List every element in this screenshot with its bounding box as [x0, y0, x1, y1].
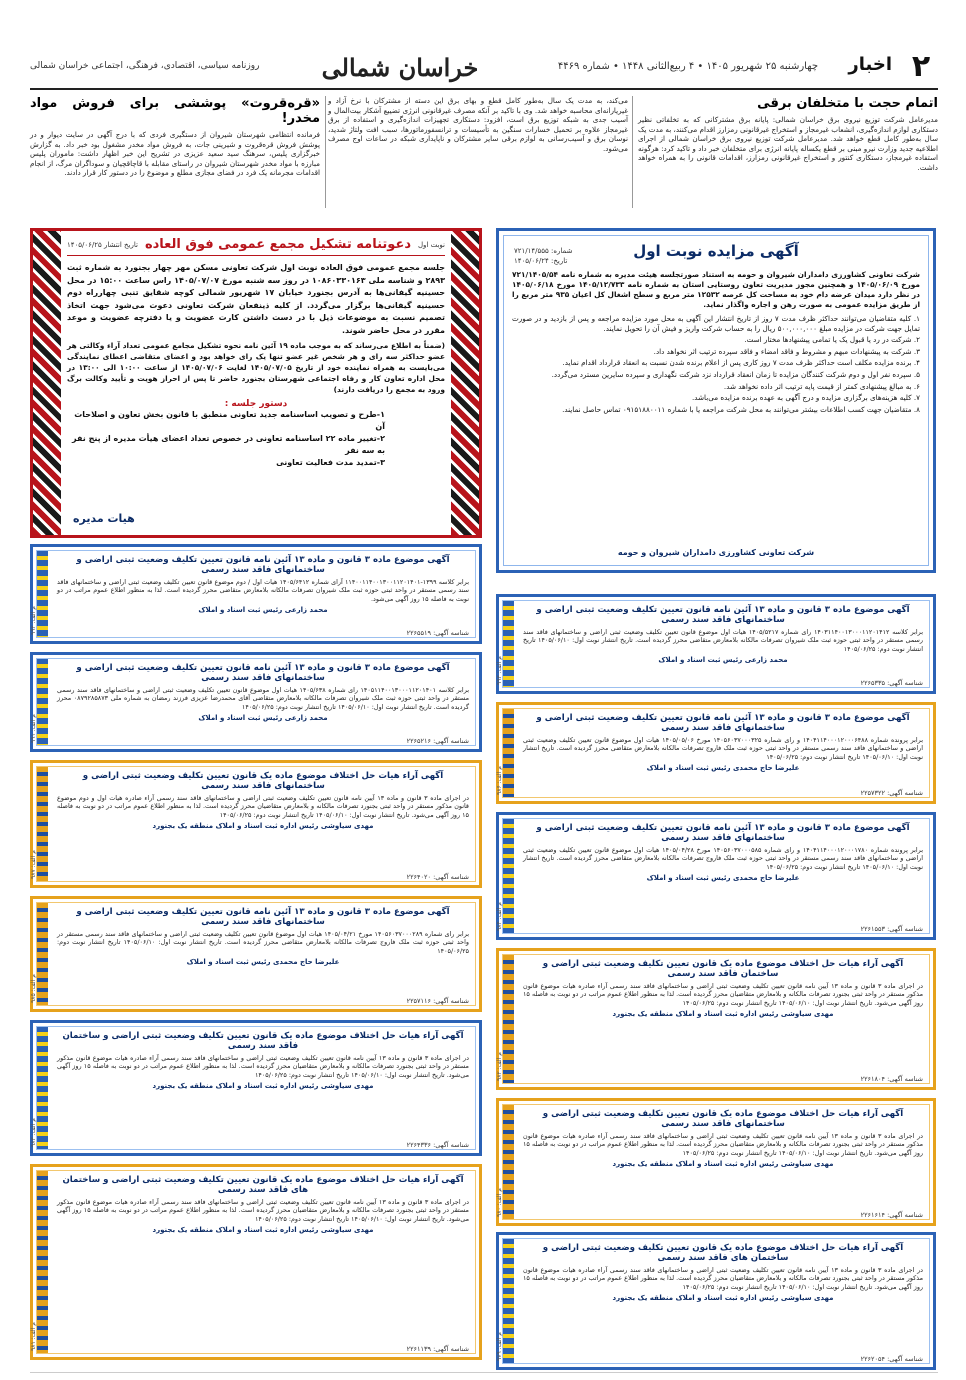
page-number: ۲ [911, 49, 931, 84]
notice-id: شناسه آگهی: ۲۲۶۱۸۰۴ [860, 1075, 923, 1083]
auction-title: آگهی مزایده نوبت اول [633, 242, 799, 260]
notice-id: شناسه آگهی: ۲۲۶۵۲۱۶ [406, 737, 469, 745]
notice-signature: علیرضا حاج محمدی رئیس ثبت اسناد و املاک [646, 764, 800, 773]
auction-ad [496, 228, 936, 573]
notice-signature: مهدی سیاوشی رئیس اداره ثبت اسناد و املاک منطقه یک بجنورد [152, 1082, 374, 1091]
legal-notice-ad [30, 896, 482, 1012]
notice-title: آگهی آراء هیات حل اختلاف موضوع ماده یک قانون تعیین تکلیف وضعیت ثبتی اراضی و ساختمان فاقد سند رسمی [542, 959, 904, 979]
page-footer-line [30, 1372, 938, 1373]
newspaper-logo [321, 44, 479, 88]
notice-id: شناسه آگهی: ۲۲۶۴۰۲۰ [406, 873, 469, 881]
notice-signature: علیرضا حاج محمدی رئیس ثبت اسناد و املاک [186, 958, 340, 967]
notice-title: آگهی موضوع ماده ۳ قانون و ماده ۱۳ آئین نامه قانون تعیین تکلیف وضعیت ثبتی اراضی و ساختمانهای فاقد سند رسمی [76, 907, 450, 927]
notice-code: م الف: ۹۸۷ [30, 850, 37, 879]
agenda-item: ۲-تغییر ماده ۲۲ اساسنامه تعاونی در خصوص تعداد اعضای هیأت مدیره از پنج نفر به سه نفر [72, 434, 385, 455]
notice-title: آگهی موضوع ماده ۳ قانون و ماده ۱۳ آئین نامه قانون تعیین تکلیف وضعیت ثبتی اراضی و ساختمانهای فاقد سند رسمی [76, 555, 450, 575]
legal-notice-ad [496, 812, 936, 940]
notice-signature: مهدی سیاوشی رئیس اداره ثبت اسناد و املاک منطقه یک بجنورد [152, 822, 374, 831]
invitation-body: جلسه مجمع عمومی فوق العاده نوبت اول شرکت تعاونی مسکن مهر چهار بجنورد به شماره ثبت ۲۸۹۳ و شناسه ملی ۱۰۸۶۰۳۳۰۱۶۳ در روز سه شنبه مورخ ۱۴۰۵/۰۷/۰۷ راس ساعت ۱۵:۰۰ در محل حسینیه گیفانی‌ها به آدرس بجنورد خیابان ۱۷ شهریور شمالی کوچه شقایق تنبی چهارراه دوم حسینیه گیفانی‌ها برگزار می‌گردد. از کلیه ذینفعان شرکت تعاونی دعوت می‌شود جهت اتخاذ تصمیم نسبت به موضوعات ذیل با در دست داشتن کارت عضویت و یا دفترچه عضویت و موعد مقرر در محل حاضر شوند. [67, 263, 446, 335]
legal-notice-ad [496, 948, 936, 1090]
notice-body: در اجرای ماده ۳ قانون و ماده ۱۳ آیین نامه قانون تعیین تکلیف وضعیت ثبتی اراضی و ساختمانهای فاقد سند رسمی آراء صادره هیات اول و دوم موضوع قانون مذکور مستقر در واحد ثبتی بجنورد تصرفات مالکانه و بلامعارض متقاضیان محرز گردیده است. لذا به منظور اطلاع عموم مراتب در دو نوبت به فاصله ۱۵ روز آگهی می‌شود. تاریخ انتشار نوبت اول: ۱۴۰۵/۰۶/۱۰ تاریخ انتشار نوبت دوم: ۱۴۰۵/۰۶/۲۵ [57, 794, 469, 819]
article-headline: اتمام حجت با متخلفان برقی [757, 96, 938, 111]
auction-condition: ۲. شرکت در رد یا قبول یک یا تمامی پیشنهادها مختار است. [744, 335, 920, 345]
auction-signature: شرکت تعاونی کشاورزی دامداران شیروان و حومه [617, 548, 815, 557]
notice-code: م الف: ۹۸۳ [30, 1118, 37, 1147]
auction-condition: ۸. متقاضیان جهت کسب اطلاعات بیشتر می‌توانند به محل شرکت مراجعه یا با شماره ۰۹۱۵۱۸۸۰۰۱۱ تماس حاصل نمایند. [562, 404, 920, 414]
decorative-border [451, 231, 479, 535]
notice-title: آگهی موضوع ماده ۳ قانون و ماده ۱۳ آئین نامه قانون تعیین تکلیف وضعیت ثبتی اراضی و ساختمانهای فاقد سند رسمی [536, 605, 910, 625]
article-body: مدیرعامل شرکت توزیع نیروی برق خراسان شمالی: پایانه برق مشترکانی که به تخلفاتی نظیر دستکاری لوازم اندازه‌گیری، انشعاب غیرمجاز و استخراج غیرقانونی رمزارز اقدام می‌کنند، به مدت یک سال به‌طور کامل قطع خواهد شد. مدیرعامل شرکت توزیع نیروی برق خراسان شمالی از اجرای اطلاعیه جدید وزارت نیرو مبنی بر قطع یکساله پایانه انرژی برای متخلفان خبر داد و تاکید کرد: هرگونه استفاده غیرمجاز، دستکاری کنتور و استخراج غیرقانونی رمزارز، اقدامات قانونی را به همراه خواهد داشت. [638, 115, 938, 172]
column-divider [325, 96, 326, 208]
notice-code: م الف: ۹۷۹ [496, 1332, 503, 1361]
column-divider [632, 96, 633, 208]
article-headline: «قرەقروت» پوششی برای فروش مواد مخدر! [30, 96, 320, 126]
invitation-round: نوبت اول [417, 240, 445, 249]
logo-text: خراسان شمالی [321, 53, 479, 82]
agenda-item: ۱-طرح و تصویب اساسنامه جدید تعاونی منطبق با قانون بخش تعاون و اصلاحات آن [74, 410, 385, 431]
notice-body: برابر پرونده شماره ۱۴۰۴۱۱۴۰۰۰۱۲۰۰۰۶۴۸۸ و رای شماره ۱۴۰۵۶۰۳۷۰۰۰۳۲۵ مورخ ۱۴۰۵/۰۵/۰۶ هیات اول موضوع قانون تعیین تکلیف وضعیت ثبتی اراضی و ساختمانهای فاقد سند رسمی مستقر در واحد ثبتی حوزه ثبت ملک فاروج تصرفات مالکانه بلامعارض متقاضی محرز گردیده است. تاریخ انتشار نوبت اول: ۱۴۰۵/۰۶/۱۰ تاریخ انتشار نوبت دوم: ۱۴۰۵/۰۶/۲۵ [523, 736, 923, 761]
notice-title: آگهی موضوع ماده ۳ قانون و ماده ۱۳ آئین نامه قانون تعیین تکلیف وضعیت ثبتی اراضی و ساختمانهای فاقد سند رسمی [76, 663, 450, 683]
auction-condition: ۱. کلیه متقاضیان می‌توانند حداکثر ظرف مدت ۷ روز از تاریخ انتشار این آگهی به محل مورد مزایده مراجعه و پس از بازدید و در صورت تمایل جهت شرکت در مزایده مبلغ ۵۰۰,۰۰۰,۰۰۰ ریال را به حساب شرکت واریز و فیش آن را تحویل نمایند. [512, 314, 920, 333]
notice-code: م الف: ۹۸۵ [30, 974, 37, 1003]
notice-id: شناسه آگهی: ۲۲۶۵۳۳۵ [860, 679, 923, 687]
notice-id: شناسه آگهی: ۲۲۶۴۳۳۶ [406, 1141, 469, 1149]
news-strip [30, 96, 938, 211]
notice-title: آگهی موضوع ماده ۳ قانون و ماده ۱۳ آئین نامه قانون تعیین تکلیف وضعیت ثبتی اراضی و ساختمانهای فاقد سند رسمی [536, 823, 910, 843]
auction-condition: ۵. سپرده نفر اول و دوم شرکت کنندگان مزایده تا زمان انعقاد قرارداد نزد شرکت نگهداری و سپرده سایرین مسترد می‌گردد. [551, 369, 920, 379]
notice-title: آگهی آراء هیات حل اختلاف موضوع ماده یک قانون تعیین تکلیف وضعیت ثبتی اراضی و ساختمانهای فاقد سند رسمی [82, 771, 444, 791]
notice-code: م الف: ۹۹۱ [30, 714, 37, 743]
invitation-title: دعوتنامه تشکیل مجمع عمومی فوق العاده [144, 237, 411, 252]
notice-code: م الف: ۹۸۱ [30, 1322, 37, 1351]
notice-signature: محمد زارعی رئیس ثبت اسناد و املاک [198, 606, 328, 615]
notice-id: شناسه آگهی: ۲۲۵۷۳۲۲ [860, 789, 923, 797]
notice-body: در اجرای ماده ۳ قانون و ماده ۱۳ آیین نامه قانون تعیین تکلیف وضعیت ثبتی اراضی و ساختمانهای فاقد سند رسمی آراء صادره هیات موضوع قانون مذکور مستقر در واحد ثبتی بجنورد تصرفات مالکانه و بلامعارض متقاضیان محرز گردیده است. لذا به منظور اطلاع عموم مراتب در دو نوبت به فاصله ۱۵ روز آگهی می‌شود. تاریخ انتشار نوبت اول: ۱۴۰۵/۰۶/۱۰ تاریخ انتشار نوبت دوم: ۱۴۰۵/۰۶/۲۵ [523, 1266, 924, 1291]
auction-condition: ۶. به مبالغ پیشنهادی کمتر از قیمت پایه ترتیب اثر داده نخواهد شد. [723, 381, 920, 391]
agenda-item: ۳-تمدید مدت فعالیت تعاونی [276, 458, 385, 467]
legal-notice-ad [30, 652, 482, 752]
notice-title: آگهی آراء هیات حل اختلاف موضوع ماده یک قانون تعیین تکلیف وضعیت ثبتی اراضی و ساختمان های فاقد سند رسمی [62, 1175, 464, 1195]
news-article-continued [328, 96, 628, 211]
legal-notice-ad [30, 1020, 482, 1156]
notice-code: م الف: ۹۸۲ [496, 1052, 503, 1081]
notice-signature: مهدی سیاوشی رئیس اداره ثبت اسناد و املاک منطقه یک بجنورد [612, 1160, 834, 1169]
section-title: اخبار [848, 54, 892, 75]
notice-body: در اجرای ماده ۳ قانون و ماده ۱۳ آیین نامه قانون تعیین تکلیف وضعیت ثبتی اراضی و ساختمانهای فاقد سند رسمی آراء صادره هیات موضوع قانون مذکور مستقر در واحد ثبتی بجنورد تصرفات مالکانه و بلامعارض متقاضیان محرز گردیده است. لذا به منظور اطلاع عموم مراتب در دو نوبت به فاصله ۱۵ روز آگهی می‌شود. تاریخ انتشار نوبت اول: ۱۴۰۵/۰۶/۱۰ تاریخ انتشار نوبت دوم: ۱۴۰۵/۰۶/۲۵ [523, 982, 924, 1007]
notice-body: در اجرای ماده ۳ قانون و ماده ۱۳ آیین نامه قانون تعیین تکلیف وضعیت ثبتی اراضی و ساختمانهای فاقد سند رسمی آراء صادره هیات موضوع قانون مذکور مستقر در واحد ثبتی بجنورد تصرفات مالکانه و بلامعارض متقاضیان محرز گردیده است. لذا به منظور اطلاع عموم مراتب در دو نوبت به فاصله ۱۵ روز آگهی می‌شود. تاریخ انتشار نوبت اول: ۱۴۰۵/۰۶/۱۰ تاریخ انتشار نوبت دوم: ۱۴۰۵/۰۶/۲۵ [57, 1054, 469, 1079]
legal-notice-ad [30, 544, 482, 644]
notice-id: شناسه آگهی: ۲۲۶۱۵۵۳ [860, 925, 923, 933]
news-article-electricity [638, 96, 938, 211]
board-signature: هیات مدیره [73, 512, 135, 525]
notice-signature: مهدی سیاوشی رئیس اداره ثبت اسناد و املاک منطقه یک بجنورد [612, 1294, 834, 1303]
notice-body: برابر رای شماره ۱۴۰۵۶۰۳۷۰۰۰۲۸۹ مورخ ۱۴۰۵/۰۴/۲۱ هیات اول موضوع قانون تعیین تکلیف وضعیت ثبتی اراضی و ساختمانهای فاقد سند رسمی مستقر در واحد ثبتی حوزه ثبت ملک فاروج تصرفات مالکانه بلامعارض متقاضی محرز گردیده است. تاریخ انتشار نوبت اول: ۱۴۰۵/۰۶/۱۰ تاریخ انتشار نوبت دوم: ۱۴۰۵/۰۶/۲۵ [57, 930, 469, 955]
auction-condition: ۳. شرکت به پیشنهادات مبهم و مشروط و فاقد امضاء و فاقد سپرده ترتیب اثر نخواهد داد. [653, 346, 920, 356]
notice-body: برابر کلاسه ۱۴۰۵۱۱۴۰۰۱۳۰۰۰۱۱۲۰۱۴۰۱ رای شماره ۱۴۰۵/۶۳۸ هیات اول موضوع قانون تعیین تکلیف وضعیت ثبتی اراضی و ساختمانهای فاقد سند رسمی مستقر در واحد ثبتی حوزه ثبت ملک شیروان تصرفات مالکانه بلامعارض متقاضی آقای محمدرضا عزیزی فرزند رمضان به شماره ملی ۰۸۷۹۲۸۵۸۷۳ محرز گردیده است. تاریخ انتشار نوبت اول: ۱۴۰۵/۰۶/۱۰ تاریخ انتشار نوبت دوم: ۱۴۰۵/۰۶/۲۵ [57, 686, 470, 711]
decorative-border [33, 231, 61, 535]
notice-title: آگهی آراء هیات حل اختلاف موضوع ماده یک قانون تعیین تکلیف وضعیت ثبتی اراضی و ساختمان های فاقد سند رسمی [542, 1243, 904, 1263]
auction-condition: ۷. کلیه هزینه‌های برگزاری مزایده و درج آگهی به عهده برنده مزایده می‌باشد. [691, 393, 920, 403]
notice-id: شناسه آگهی: ۲۲۶۵۵۱۹ [406, 629, 469, 637]
notice-code: م الف: ۹۸۶ [496, 766, 503, 795]
legal-notice-ad [30, 760, 482, 888]
legal-notice-ad [496, 594, 936, 694]
legal-notice-ad [496, 702, 936, 804]
notice-body: برابر کلاسه ۱۴۰۳۱۱۴۰۰۱۳۰۰۰۱۱۲۰۱۴۱۲ رای شماره ۱۴۰۵/۵۲۱۷ هیات اول موضوع قانون تعیین تکلیف وضعیت ثبتی اراضی و ساختمانهای فاقد سند رسمی مستقر در واحد ثبتی حوزه ثبت ملک شیروان تصرفات مالکانه بلامعارض متقاضی محرز گردیده است. تاریخ انتشار نوبت اول: ۱۴۰۵/۰۶/۱۰ تاریخ انتشار نوبت دوم: ۱۴۰۵/۰۶/۲۵ [523, 628, 924, 653]
invitation-date: تاریخ انتشار ۱۴۰۵/۰۶/۲۵ [67, 240, 138, 249]
notice-code: م الف: ۹۸۴ [496, 902, 503, 931]
masthead [30, 48, 938, 90]
notice-id: شناسه آگهی: ۲۲۶۲۰۵۴ [860, 1355, 923, 1363]
auction-conditions [512, 314, 920, 414]
article-body: فرمانده انتظامی شهرستان شیروان از دستگیری فردی که با درج آگهی در سایت دیوار و در پوشش فروش قره‌قروت و شیرینی جات، به فروش مواد مخدر مشغول بود خبر داد. به گزارش خبرگزاری پلیس، سرهنگ سید سعید عزیزی در تشریح این خبر اظهار داشت: ماموران پلیس مبارزه با مواد مخدر شهرستان شیروان در راستای مقابله با قاچاقچیان و سوداگران مرگ، از انجام اقدامات مجرمانه یک فرد در فضای مجازی مطلع و موضوع را در دستور کار قرار دادند. [30, 130, 320, 178]
issue-date: چهارشنبه ۲۵ شهریور ۱۴۰۵ • ۴ ربیع‌الثانی ۱۴۴۸ • شماره ۴۴۶۹ [557, 61, 818, 72]
article-body: می‌کند، به مدت یک سال به‌طور کامل قطع و بهای برق این دسته از مشترکان با نرخ آزاد و غیریارانه‌ای محاسبه خواهد شد. وی با تاکید بر آنکه مصرف غیرقانونی انرژی تضییع آشکار بیت‌المال و آسیب جدی به شبکه توزیع برق است، افزود: دستکاری تجهیزات اندازه‌گیری و استفاده از برق غیرمجاز علاوه بر تحمیل خسارات سنگین به تأسیسات و ترانسفورماتورها، سبب افت ولتاژ شدید، نوسان برق و آسیب‌رسانی به لوازم برقی سایر مشترکان و ناپایداری شبکه در ساعات اوج مصرف می‌شود. [328, 96, 628, 153]
notice-title: آگهی آراء هیات حل اختلاف موضوع ماده یک قانون تعیین تکلیف وضعیت ثبتی اراضی و ساختمان فاقد سند رسمی [62, 1031, 464, 1051]
auction-meta: شماره: ۷۲۱/۱۴/۵۵۵ تاریخ: ۱۴۰۵/۰۶/۲۴ [514, 247, 573, 265]
notice-body: در اجرای ماده ۳ قانون و ماده ۱۳ آیین نامه قانون تعیین تکلیف وضعیت ثبتی اراضی و ساختمانهای فاقد سند رسمی آراء صادره هیات موضوع قانون مذکور مستقر در واحد ثبتی بجنورد تصرفات مالکانه و بلامعارض متقاضیان محرز گردیده است. لذا به منظور اطلاع عموم مراتب در دو نوبت به فاصله ۱۵ روز آگهی می‌شود. تاریخ انتشار نوبت اول: ۱۴۰۵/۰۶/۱۰ تاریخ انتشار نوبت دوم: ۱۴۰۵/۰۶/۲۵ [57, 1198, 469, 1223]
notice-id: شناسه آگهی: ۲۲۵۷۱۱۶ [406, 997, 469, 1005]
notice-id: شناسه آگهی: ۲۲۶۱۱۳۹ [406, 1345, 469, 1353]
notice-body: در اجرای ماده ۳ قانون و ماده ۱۳ آیین نامه قانون تعیین تکلیف وضعیت ثبتی اراضی و ساختمانهای فاقد سند رسمی آراء صادره هیات موضوع قانون مذکور مستقر در واحد ثبتی بجنورد تصرفات مالکانه و بلامعارض متقاضیان محرز گردیده است. لذا به منظور اطلاع عموم مراتب در دو نوبت به فاصله ۱۵ روز آگهی می‌شود. تاریخ انتشار نوبت اول: ۱۴۰۵/۰۶/۱۰ تاریخ انتشار نوبت دوم: ۱۴۰۵/۰۶/۲۵ [523, 1132, 924, 1157]
notice-code: م الف: ۹۹۳ [496, 656, 503, 685]
notice-signature: مهدی سیاوشی رئیس اداره ثبت اسناد و املاک منطقه یک بجنورد [152, 1226, 374, 1235]
auction-intro: شرکت تعاونی کشاورزی دامداران شیروان و حومه به استناد صورتجلسه هیئت مدیره به شماره نامه ۷۲۱/۱۴۰۵/۵۴ مورخ ۱۴۰۵/۰۶/۰۹ و همچنین مجوز مدیریت تعاون روستایی استان به شماره نامه ۱۴۰۵/۱۲/۷۳۳ مورخ ۱۴۰۵/۰۶/۱۸ در نظر دارد میدان عرضه دام خود به مساحت کل عرصه ۱۲۵۳۲ متر مربع و سطح اشغال کل اعیان ۹۳۵ متر مربع را از طریق مزایده عمومی به صورت رهن و اجاره واگذار نماید. [512, 270, 920, 309]
notice-id: شناسه آگهی: ۲۲۶۱۶۱۴ [860, 1211, 923, 1219]
notice-signature: محمد زارعی رئیس ثبت اسناد و املاک [658, 656, 788, 665]
notice-code: م الف: ۹۸۰ [496, 1188, 503, 1217]
invitation-note: (ضمناً به اطلاع می‌رساند که به موجب ماده ۱۹ آئین نامه نحوه تشکیل مجامع عمومی تعداد آراء وکالتی هر عضو حداکثر سه رای و هر شخص غیر عضو تنها یک رای خواهد بود و اعضای متقاضی اعطای نمایندگی می‌بایست به همراه نماینده خود از تاریخ ۱۴۰۵/۰۷/۰۵ لغایت ۱۴۰۵/۰۷/۰۶ از ساعت ۱۰:۰۰ الی ۱۳:۰۰ در محل اداره تعاون کار و رفاه اجتماعی شهرستان بجنورد حاضر تا پس از احراز هویت و تأیید وکالت برگ ورود به مجمع را دریافت دارند) [67, 341, 446, 394]
notice-code: م الف: ۹۹۲ [30, 606, 37, 635]
legal-notice-ad [30, 1164, 482, 1360]
notice-signature: مهدی سیاوشی رئیس اداره ثبت اسناد و املاک منطقه یک بجنورد [612, 1010, 834, 1019]
notice-body: برابر پرونده شماره ۱۴۰۴۱۱۴۰۰۰۱۲۰۰۰۱۷۸۰ و رای شماره ۱۴۰۵۶۰۳۷۰۰۰۵۸۵ مورخ ۱۴۰۵/۰۴/۲۸ هیات اول موضوع قانون تعیین تکلیف وضعیت ثبتی اراضی و ساختمانهای فاقد سند رسمی مستقر در واحد ثبتی حوزه ثبت ملک فاروج تصرفات مالکانه بلامعارض متقاضی محرز گردیده است. تاریخ انتشار نوبت اول: ۱۴۰۵/۰۶/۱۰ تاریخ انتشار نوبت دوم: ۱۴۰۵/۰۶/۲۵ [523, 846, 923, 871]
legal-notice-ad [496, 1232, 936, 1370]
news-article-drugs [30, 96, 320, 211]
notice-title: آگهی آراء هیات حل اختلاف موضوع ماده یک قانون تعیین تکلیف وضعیت ثبتی اراضی و ساختمانهای فاقد سند رسمی [542, 1109, 904, 1129]
notice-title: آگهی موضوع ماده ۳ قانون و ماده ۱۳ آئین نامه قانون تعیین تکلیف وضعیت ثبتی اراضی و ساختمانهای فاقد سند رسمی [536, 713, 910, 733]
agenda-list [67, 409, 385, 469]
notice-body: برابر کلاسه ۱۳۹۹-۱۱۴۰۰۱۱۴۰۰۱۳۰۰۱۱۲۰۱۴۰۱ آرای شماره ۱۴۰۵/۶۴۱۲ هیات اول / دوم موضوع قانون تعیین تکلیف وضعیت ثبتی اراضی و ساختمانهای فاقد سند رسمی مستقر در واحد ثبتی حوزه ثبت ملک شیروان تصرفات مالکانه بلامعارض متقاضی محرز گردیده است. لذا به منظور اطلاع عموم مراتب در دو نوبت به فاصله ۱۵ روز آگهی می‌شود. [57, 578, 469, 603]
legal-notice-ad [496, 1098, 936, 1226]
paper-tagline: روزنامه سیاسی، اقتصادی، فرهنگی، اجتماعی خراسان شمالی [30, 61, 260, 71]
general-assembly-invitation [30, 228, 482, 538]
auction-condition: ۴. برنده مزایده مکلف است حداکثر ظرف مدت ۷ روز کاری پس از اعلام برنده شدن نسبت به انعقاد قرارداد اقدام نماید. [562, 358, 920, 368]
notice-signature: علیرضا حاج محمدی رئیس ثبت اسناد و املاک [646, 874, 800, 883]
agenda-title: دستور جلسه : [224, 399, 288, 409]
notice-signature: محمد زارعی رئیس ثبت اسناد و املاک [198, 714, 328, 723]
